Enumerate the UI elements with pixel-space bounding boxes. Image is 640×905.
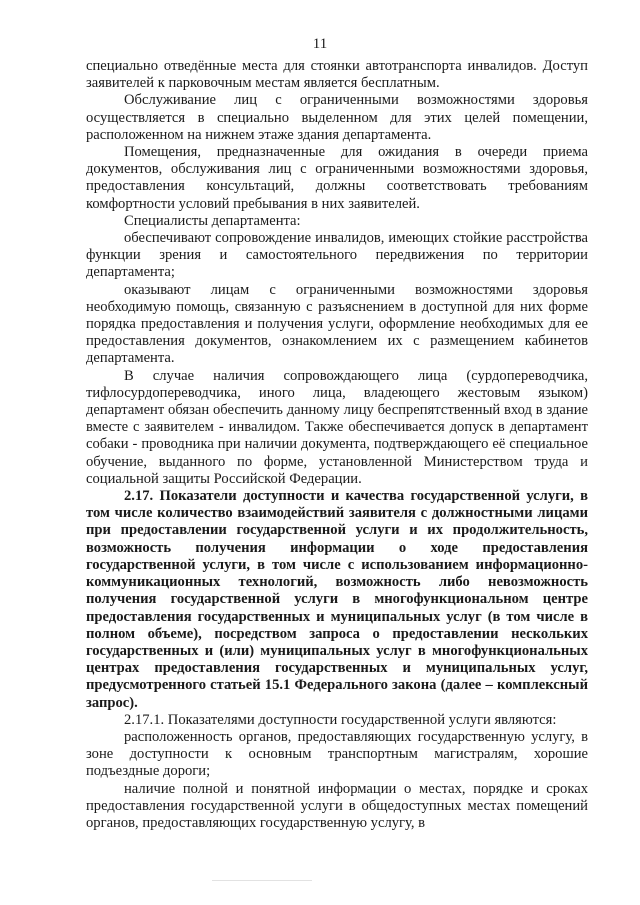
paragraph-assistance: оказывают лицам с ограниченными возможностями здоровья необходимую помощь, связанную с разъяснением в доступной для них форме порядка предоставления и получения услуги, оформление необходимых для ее предоставления документов, ознакомлением их с размещением кабинетов департамента. (86, 281, 588, 367)
bottom-scan-mark (212, 880, 312, 881)
paragraph-service-room: Обслуживание лиц с ограниченными возможностями здоровья осуществляется в специально выделенном для этих целей помещении, расположенном на нижнем этаже здания департамента. (86, 92, 588, 143)
document-body (86, 58, 588, 832)
page-number: 11 (312, 36, 328, 52)
paragraph-transport-access: расположенность органов, предоставляющих государственную услугу, в зоне доступности к основным транспортным магистралям, хорошие подъездные дороги; (86, 728, 588, 780)
paragraph-accompanying-person: В случае наличия сопровождающего лица (сурдопереводчика, тифлосурдопереводчика, иного лица, владеющего жестовым языком) департамент обязан обеспечить данному лицу беспрепятственный вход в здание вместе с заявителем - инвалидом. Также обеспечивается допуск в департамент собаки - проводника при наличии документа, подтверждающего её специальное обучение, выданного по форме, установленной Министерством труда и социальной защиты Российской Федерации. (86, 367, 588, 487)
section-heading-2-17: 2.17. Показатели доступности и качества государственной услуги, в том числе количество взаимодействий заявителя с должностными лицами при предоставлении государственной услуги и их продолжительность, возможность получения информации о ходе предоставления государственной услуги, в том числе с использованием информационно-коммуникационных технологий, возможность либо невозможность получения государственной услуги в многофункциональном центре предоставления государственных и муниципальных услуг (в том числе в полном объеме), посредством запроса о предоставлении нескольких государственных и (или) муниципальных услуг в многофункциональных центрах предоставления государственных и муниципальных услуг, предусмотренного статьей 15.1 Федерального закона (далее – комплексный запрос). (86, 488, 588, 711)
paragraph-waiting-rooms: Помещения, предназначенные для ожидания в очереди приема документов, обслуживания лиц с ограниченными возможностями здоровья, предоставления консультаций, должны соответствовать требованиям комфортности условий пребывания в них заявителей. (86, 144, 588, 212)
paragraph-specialists-heading: Специалисты департамента: (124, 212, 301, 229)
paragraph-2-17-1: 2.17.1. Показателями доступности государственной услуги являются: (124, 711, 557, 728)
paragraph-information-availability: наличие полной и понятной информации о местах, порядке и сроках предоставления государственной услуги в общедоступных местах помещений органов, предоставляющих государственную услугу, в (86, 780, 588, 831)
paragraph-parking-continued: специально отведённые места для стоянки автотранспорта инвалидов. Доступ заявителей к парковочным местам является бесплатным. (86, 58, 588, 92)
paragraph-escort-visually-impaired: обеспечивают сопровождение инвалидов, имеющих стойкие расстройства функции зрения и самостоятельного передвижения по территории департамента; (86, 230, 588, 281)
